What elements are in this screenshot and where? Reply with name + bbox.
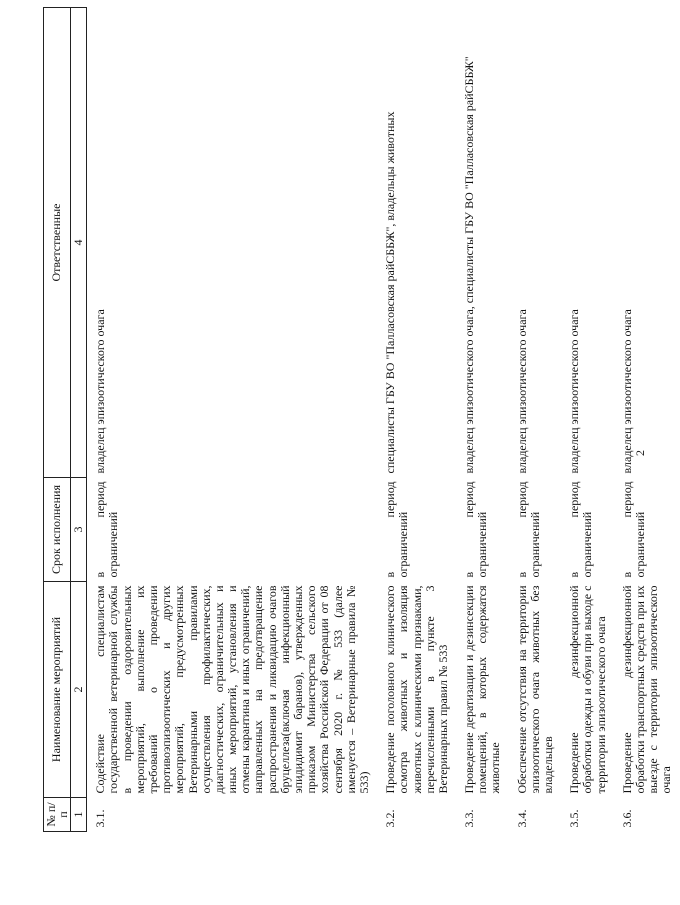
- row-number: 3.6.: [619, 809, 634, 828]
- header-name: Наименование мероприятий: [44, 582, 71, 798]
- header-term: Срок исполнения: [44, 478, 71, 582]
- row-responsible: владелец эпизоотического очага: [567, 309, 582, 474]
- row-name: Проведение дезинфекционной обработки одежды и обуви при выходе с территории эпизоотического очага: [567, 585, 608, 794]
- header-responsible: Ответственные: [44, 8, 71, 478]
- row-responsible: владелец эпизоотического очага, специалисты ГБУ ВО "Палласовская райСББЖ": [462, 56, 477, 474]
- row-name: Проведение дезинфекционной обработки транспортных средств при их выезде с территории эпизоотического очага: [619, 585, 674, 794]
- table-row: [377, 8, 456, 832]
- row-responsible: владелец эпизоотического очага: [514, 309, 529, 474]
- row-term: в период ограничений: [93, 481, 121, 578]
- row-responsible: специалисты ГБУ ВО "Палласовская райСББЖ", владельцы животных: [383, 111, 398, 474]
- column-number: 1: [71, 798, 87, 832]
- table-row: [456, 8, 509, 832]
- table-row: [561, 8, 614, 832]
- row-name: Проведение поголовного клинического осмотра животных и изоляция животных с клиническими признаками, перечисленными в пункте 3 Ветеринарных правил № 533: [383, 585, 450, 794]
- column-number: 3: [71, 478, 87, 582]
- row-number: 3.3.: [462, 809, 477, 828]
- row-term: в период ограничений: [462, 481, 490, 578]
- table-row: [614, 8, 680, 832]
- table-header-row: [44, 8, 71, 832]
- column-number: 4: [71, 8, 87, 478]
- row-responsible: владелец эпизоотического очага: [619, 309, 634, 474]
- measures-table: [43, 7, 680, 832]
- row-name: Обеспечение отсутствия на территории эпизоотического очага животных без владельцев: [514, 585, 555, 794]
- column-number: 2: [71, 582, 87, 798]
- row-number: 3.2.: [383, 809, 398, 828]
- row-responsible: владелец эпизоотического очага: [93, 309, 108, 474]
- row-number: 3.5.: [567, 809, 582, 828]
- row-term: в период ограничений: [383, 481, 411, 578]
- table-row: [509, 8, 562, 832]
- row-name: Содействие специалистам государственной ветеринарной службы в проведении оздоровительных мероприятий, выполнение их требований о проведении противоэпизоотических и других мероприятий, предусмотренных Ветеринарными правилами осуществления профилактических, диагностических, ограничительных и иных мероприятий, установления и отмены карантина и иных ограничений, направленных на предотвращение распространения и ликвидацию очагов бруцеллеза(включая инфекционный эпидидимит баранов), утвержденных приказом Министерства сельского хозяйства Российской Федерации от 08 сентября 2020 г. № 533 (далее именуется – Ветеринарные правила № 533): [93, 585, 371, 794]
- row-number: 3.1.: [93, 809, 108, 828]
- header-num: № п/п: [44, 798, 71, 832]
- table-row: [87, 8, 377, 832]
- page-number: 2: [633, 450, 647, 456]
- row-number: 3.4.: [514, 809, 529, 828]
- row-term: в период ограничений: [619, 481, 647, 578]
- row-term: в период ограничений: [514, 481, 542, 578]
- row-name: Проведение дератизации и дезинсекции помещений, в которых содержатся животные: [462, 585, 503, 794]
- column-number-row: [71, 8, 87, 832]
- row-term: в период ограничений: [567, 481, 595, 578]
